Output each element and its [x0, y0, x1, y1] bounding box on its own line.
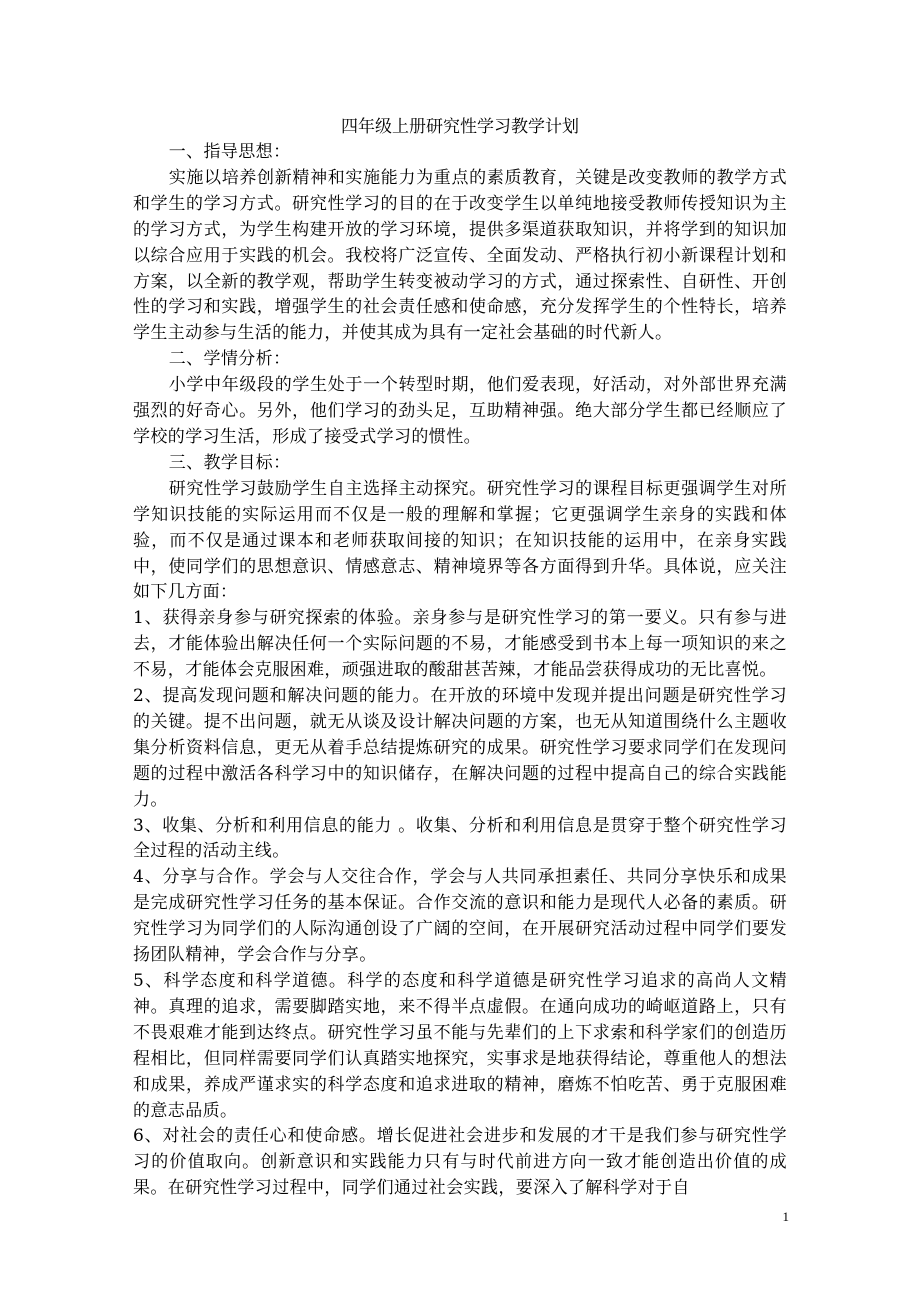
section-heading-guiding-ideology: 一、指导思想：	[168, 142, 291, 162]
document-body	[133, 114, 787, 1202]
paragraph-guiding-ideology: 实施以培养创新精神和实施能力为重点的素质教育，关键是改变教师的教学方式和学生的学习方式。研究性学习的目的在于改变学生以单纯地接受教师传授知识为主的学习方式，为学生构建开放的学习环境，提供多渠道获取知识，并将学到的知识加以综合应用于实践的机会。我校将广泛宣传、全面发动、严格执行初小新课程计划和方案，以全新的教学观，帮助学生转变被动学习的方式，通过探索性、自研性、开创性的学习和实践，增强学生的社会责任感和使命感，充分发挥学生的个性特长，培养学生主动参与生活的能力，并使其成为具有一定社会基础的时代新人。	[133, 167, 787, 344]
goal-item-3: 3、收集、分析和利用信息的能力 。收集、分析和利用信息是贯穿于整个研究性学习全过程的活动主线。	[133, 815, 787, 862]
paragraph-teaching-goals: 研究性学习鼓励学生自主选择主动探究。研究性学习的课程目标更强调学生对所学知识技能的实际运用而不仅是一般的理解和掌握；它更强调学生亲身的实践和体验，而不仅是通过课本和老师获取间接的知识；在知识技能的运用中，在亲身实践中，使同学们的思想意识、情感意志、精神境界等各方面得到升华。具体说，应关注如下几方面：	[133, 478, 787, 603]
goal-item-6: 6、对社会的责任心和使命感。增长促进社会进步和发展的才干是我们参与研究性学习的价值取向。创新意识和实践能力只有与时代前进方向一致才能创造出价值的成果。在研究性学习过程中，同学们通过社会实践，要深入了解科学对于自	[133, 1126, 787, 1199]
goal-item-2: 2、提高发现问题和解决问题的能力。在开放的环境中发现并提出问题是研究性学习的关键。提不出问题，就无从谈及设计解决问题的方案，也无从知道围绕什么主题收集分析资料信息，更无从着手总结提炼研究的成果。研究性学习要求同学们在发现问题的过程中激活各科学习中的知识储存，在解决问题的过程中提高自己的综合实践能力。	[133, 686, 787, 810]
paragraph-learning-analysis: 小学中年级段的学生处于一个转型时期，他们爱表现，好活动，对外部世界充满强烈的好奇心。另外，他们学习的劲头足，互助精神强。绝大部分学生都已经顺应了学校的学习生活，形成了接受式学习的惯性。	[133, 375, 787, 447]
section-heading-teaching-goals: 三、教学目标：	[168, 452, 291, 473]
document-title: 四年级上册研究性学习教学计划	[341, 117, 579, 137]
section-heading-learning-analysis: 二、学情分析：	[168, 349, 291, 370]
goal-item-1: 1、获得亲身参与研究探索的体验。亲身参与是研究性学习的第一要义。只有参与进去，才能体验出解决任何一个实际问题的不易，才能感受到书本上每一项知识的来之不易，才能体会克服困难，顽强进取的酸甜甚苦辣，才能品尝获得成功的无比喜悦。	[133, 608, 787, 681]
page-number: 1	[782, 1209, 789, 1224]
goal-item-4: 4、分享与合作。学会与人交往合作，学会与人共同承担素任、共同分享快乐和成果是完成研究性学习任务的基本保证。合作交流的意识和能力是现代人必备的素质。研究性学习为同学们的人际沟通创设了广阔的空间，在开展研究活动过程中同学们要发扬团队精神，学会合作与分享。	[133, 867, 787, 966]
goal-item-5: 5、科学态度和科学道德。科学的态度和科学道德是研究性学习追求的高尚人文精神。真理的追求，需要脚踏实地，来不得半点虚假。在通向成功的崎岖道路上，只有不畏艰难才能到达终点。研究性学习虽不能与先辈们的上下求索和科学家们的创造历程相比，但同样需要同学们认真踏实地探究，实事求是地获得结论，尊重他人的想法和成果，养成严谨求实的科学态度和追求进取的精神，磨炼不怕吃苦、勇于克服困难的意志品质。	[133, 971, 787, 1121]
